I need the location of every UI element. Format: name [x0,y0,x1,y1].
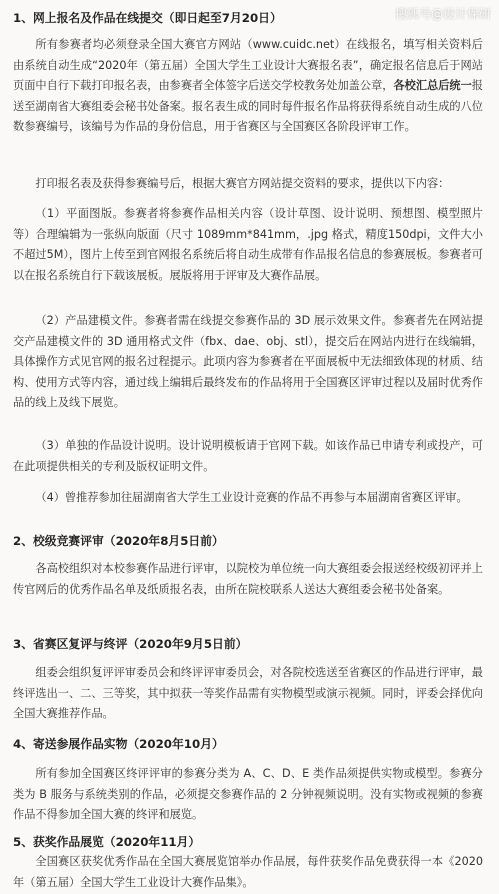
section-1-item-1: （1）平面图版。参赛者将参赛作品相关内容（设计草图、设计说明、预想图、模型照片等）合理编辑为一张纵向版面（尺寸 1089mm*841mm，.jpg 格式，精度150dpi，文件大小不超过5M），图片上传至到官网报名系统后将自动生成带有作品报名信息的参赛展板。参赛者可以在报名系统自行下载该展板。展版将用于评审及大赛作品展。 [13,207,483,282]
section-4-paragraph: 所有参加全国赛区终评评审的参赛分类为 A、C、D、E 类作品须提供实物或模型。参赛分类为 B 服务与系统类别的作品，必须提交参赛作品的 2 分钟视频说明。没有实物或视频的参赛作品不得参加全国大赛的终评和展览。 [13,767,483,821]
section-1-item-4: （4）曾推荐参加往届湖南省大学生工业设计竞赛的作品不再参与本届湖南省赛区评审。 [35,491,468,504]
section-5-heading: 5、获奖作品展览（2020年11月） [13,835,201,849]
section-3-heading: 3、省赛区复评与终评（2020年9月5日前） [13,637,248,651]
section-1-paragraph-1 [13,35,483,138]
section-1-paragraph-2: 打印报名表及获得参赛编号后，根据大赛官方网站提交资料的要求，提供以下内容： [35,177,450,190]
section-5-paragraph: 全国赛区获奖优秀作品在全国大赛展览馆举办作品展，每件获奖作品免费获得一本《2020 年（第五届）全国大学生工业设计大赛作品集》。 [13,855,483,889]
watermark: 搜狐号@设计保研 [394,7,491,21]
section-1-paragraph-1-text-c: 报送至湖南省大赛组委会秘书处备案。报名表生成的同时每件报名作品将获得系统自动生成的八位数参赛编号，该编号为作品的身份信息，用于省赛区与全国赛区各阶段评审工作。 [13,79,483,133]
section-2-paragraph: 各高校组织对本校参赛作品进行评审，以院校为单位统一向大赛组委会报送经校级初评并上传官网后的优秀作品名单及纸质报名表，由所在院校联系人送达大赛组委会秘书处备案。 [13,562,483,596]
section-3-paragraph: 组委会组织复评评审委员会和终评评审委员会，对各院校选送至省赛区的作品进行评审，最终评选出一、二、三等奖，其中拟获一等奖作品需有实物模型或演示视频。同时，评委会择优向全国大赛推荐作品。 [13,666,483,720]
section-1-heading: 1、网上报名及作品在线提交（即日起至7月20日） [13,11,282,25]
section-2-heading: 2、校级竞赛评审（2020年8月5日前） [13,534,224,548]
section-1-paragraph-1-bold: 各校汇总后统一 [393,79,472,92]
section-4-heading: 4、寄送参展作品实物（2020年10月） [13,737,224,751]
section-1-item-3: （3）单独的作品设计说明。设计说明模板请于官网下载。如该作品已申请专利或投产，可在此项提供相关的专利及版权证明文件。 [13,439,483,473]
section-1-item-2: （2）产品建模文件。参赛者需在线提交参赛作品的 3D 展示效果文件。参赛者先在网站提交产品建模文件的 3D 通用格式文件（fbx、dae、obj、stl），提交后在网站内进行在线编辑，具体操作方式见官网的报名过程提示。此项内容为参赛者在平面展板中无法细致体现的材质、结构、使用方式等内容，通过线上编辑后最终发布的作品将用于全国赛区评审过程以及届时优秀作品的线上及线下展览。 [13,314,483,409]
section-1-paragraph-1-text-a: 所有参赛者均必须登录全国大赛官方网站（www.cuidc.net）在线报名，填写相关资料后由系统自动生成“2020年（第五届）全国大学生工业设计大赛报名表”，确定报名信息后于网站页面中自行下载打印报名表，由参赛者全体签字后送交学校教务处加盖公章， [13,38,483,92]
